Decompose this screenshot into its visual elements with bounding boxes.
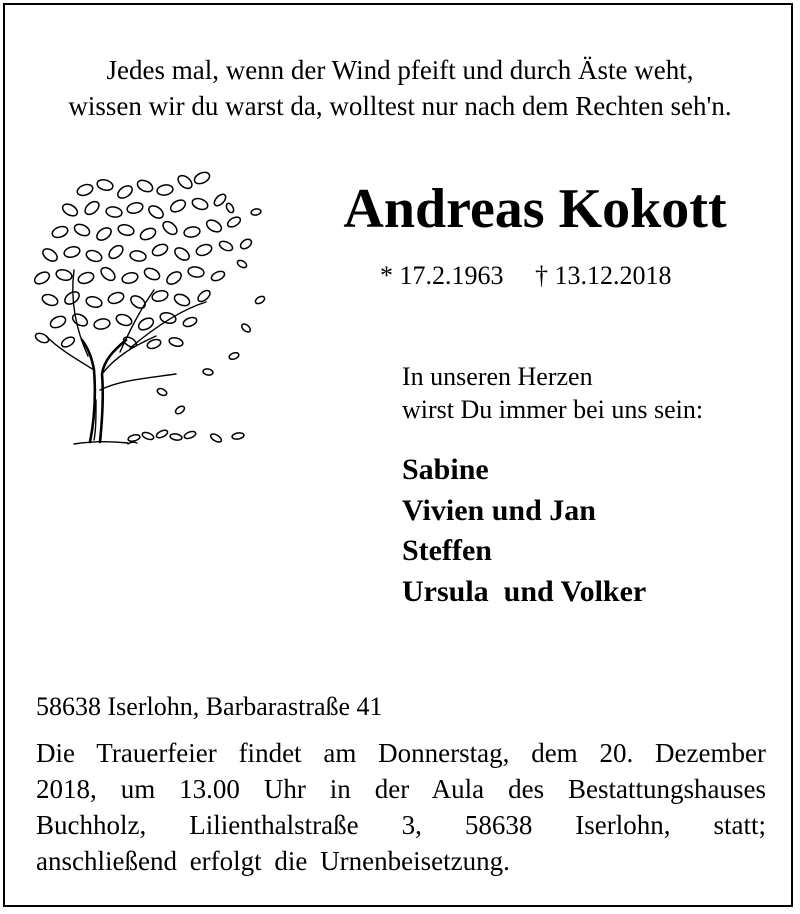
poem-line: Jedes mal, wenn der Wind pfeift und durch Äste weht, [106, 55, 694, 85]
ceremony-line: Die Trauerfeier findet am Donnerstag, dem 20. Dezember [36, 738, 766, 768]
mourner-name: Ursula und Volker [402, 574, 647, 608]
ceremony-text [36, 735, 766, 879]
memory-line: In unseren Herzen [402, 362, 593, 391]
deceased-name: Andreas Kokott [343, 178, 727, 240]
mourner-name: Sabine [402, 453, 489, 486]
windblown-tree-icon [30, 160, 270, 450]
ceremony-line: anschließend erfolgt die Urnenbeisetzung. [36, 846, 510, 876]
mourner-name: Vivien und Jan [402, 493, 596, 527]
poem [0, 52, 800, 124]
ceremony-line: Buchholz, Lilienthalstraße 3, 58638 Iserlohn, statt; [36, 810, 766, 840]
memory-text [402, 360, 703, 426]
birth-date: * 17.2.1963 [380, 261, 504, 290]
mourners-list [402, 450, 646, 612]
death-date: † 13.12.2018 [535, 261, 672, 290]
mourner-name: Steffen [402, 534, 492, 567]
ceremony-line: 2018, um 13.00 Uhr in der Aula des Bestattungshauses [36, 774, 766, 804]
family-address: 58638 Iserlohn, Barbarastraße 41 [36, 692, 383, 721]
poem-line: wissen wir du warst da, wolltest nur nach dem Rechten seh'n. [68, 91, 732, 121]
memory-line: wirst Du immer bei uns sein: [402, 395, 704, 424]
